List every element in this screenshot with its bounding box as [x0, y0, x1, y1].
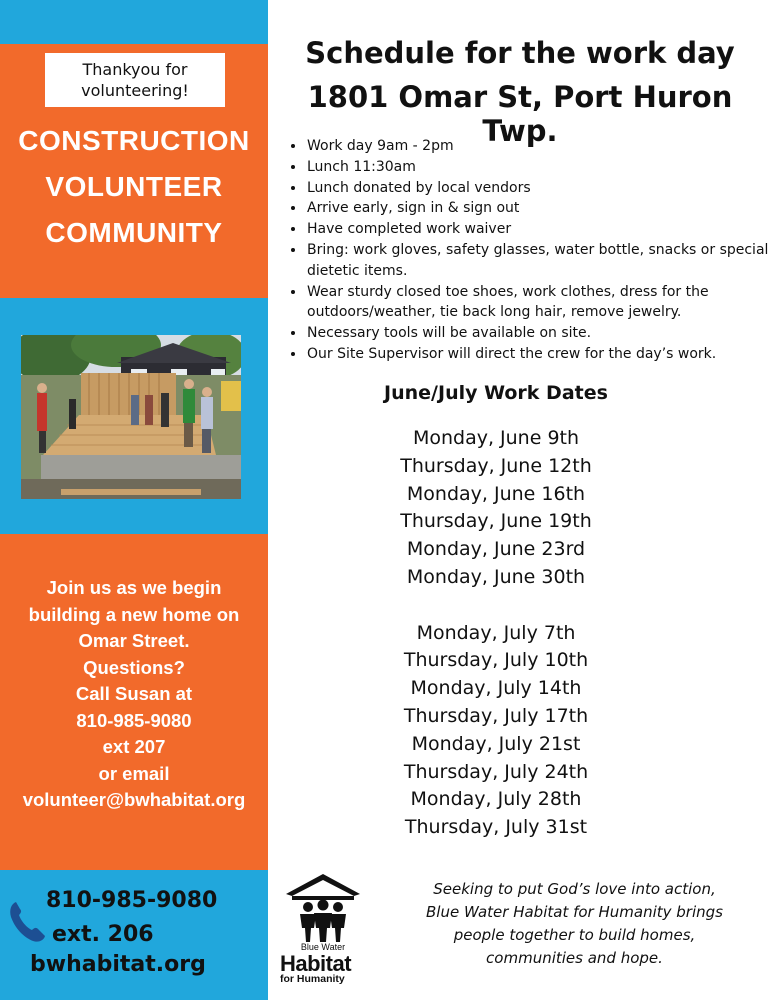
join-line-5: Call Susan at	[75, 683, 193, 704]
mission-line-1: Seeking to put God’s love into action,	[433, 880, 716, 898]
phone-icon	[8, 898, 48, 944]
contact-extension: ext. 206	[52, 922, 154, 947]
list-item: Thursday, June 19th	[400, 510, 592, 533]
list-item: Thursday, June 12th	[400, 454, 592, 477]
list-item: Monday, June 16th	[406, 482, 586, 505]
list-item: Monday, June 9th	[412, 427, 580, 449]
headline-line-1: CONSTRUCTION	[18, 125, 250, 156]
mission-line-4: communities and hope.	[486, 949, 663, 967]
list-item: • Lunch 11:30am	[306, 157, 772, 178]
blue-band-top	[0, 0, 268, 44]
mission-line-3: people together to build homes,	[453, 926, 696, 944]
contact-website: bwhabitat.org	[30, 952, 206, 977]
join-extension: ext 207	[102, 736, 166, 757]
mission-statement	[402, 878, 747, 970]
list-item: Monday, June 23rd	[406, 538, 586, 561]
list-item: Monday, June 30th	[406, 565, 586, 588]
page-title: Schedule for the work day	[305, 36, 735, 70]
join-line-2: building a new home on	[28, 603, 240, 625]
work-dates-heading: June/July Work Dates	[384, 382, 608, 404]
habitat-house-people-icon	[278, 872, 368, 944]
work-dates-list	[268, 425, 724, 842]
list-item: • Have completed work waiver	[306, 219, 772, 240]
list-item: Monday, July 28th	[410, 788, 582, 811]
list-item: • Our Site Supervisor will direct the crew for the day’s work.	[306, 344, 772, 365]
page-subtitle-address: 1801 Omar St, Port Huron Twp.	[307, 80, 733, 148]
thank-you-text: Thankyou for volunteering!	[81, 60, 189, 100]
logo-habitat: Habitat	[280, 951, 352, 976]
list-item: Thursday, July 24th	[403, 760, 589, 783]
contact-phone: 810-985-9080	[46, 888, 218, 913]
join-line-8: or email	[98, 762, 170, 784]
thank-you-box	[45, 53, 225, 107]
list-item: Monday, July 7th	[416, 621, 576, 644]
list-item: Monday, July 14th	[410, 677, 582, 700]
join-us-message	[0, 575, 268, 814]
logo-blue-water: Blue Water	[300, 942, 346, 952]
construction-site-photo	[21, 335, 241, 499]
left-sidebar	[0, 0, 268, 1000]
habitat-logo	[278, 872, 368, 984]
list-item: • Arrive early, sign in & sign out	[306, 198, 772, 219]
date-group-spacer	[268, 592, 724, 620]
join-email: volunteer@bwhabitat.org	[22, 789, 246, 810]
mission-line-2: Blue Water Habitat for Humanity brings	[426, 903, 723, 921]
list-item: Thursday, July 10th	[403, 649, 589, 672]
list-item: • Wear sturdy closed toe shoes, work clothes, dress for the outdoors/weather, tie back long hair, remove jewelry.	[306, 282, 772, 324]
program-headline	[0, 118, 268, 256]
headline-line-2: VOLUNTEER	[45, 171, 223, 202]
list-item: • Bring: work gloves, safety glasses, water bottle, snacks or special dietetic items.	[306, 240, 772, 282]
join-line-4: Questions?	[83, 656, 185, 678]
list-item: Thursday, July 17th	[403, 704, 589, 727]
list-item: • Necessary tools will be available on site.	[306, 323, 772, 344]
headline-line-3: COMMUNITY	[45, 217, 223, 248]
join-phone: 810-985-9080	[76, 709, 192, 731]
list-item: • Work day 9am - 2pm	[306, 136, 772, 157]
logo-for-humanity: for Humanity	[280, 973, 345, 985]
list-item: • Lunch donated by local vendors	[306, 178, 772, 199]
work-day-info-list	[286, 136, 772, 365]
list-item: Thursday, July 31st	[404, 816, 588, 839]
join-line-1: Join us as we begin	[46, 577, 222, 598]
join-line-3: Omar Street.	[78, 630, 190, 651]
list-item: Monday, July 21st	[411, 732, 581, 755]
